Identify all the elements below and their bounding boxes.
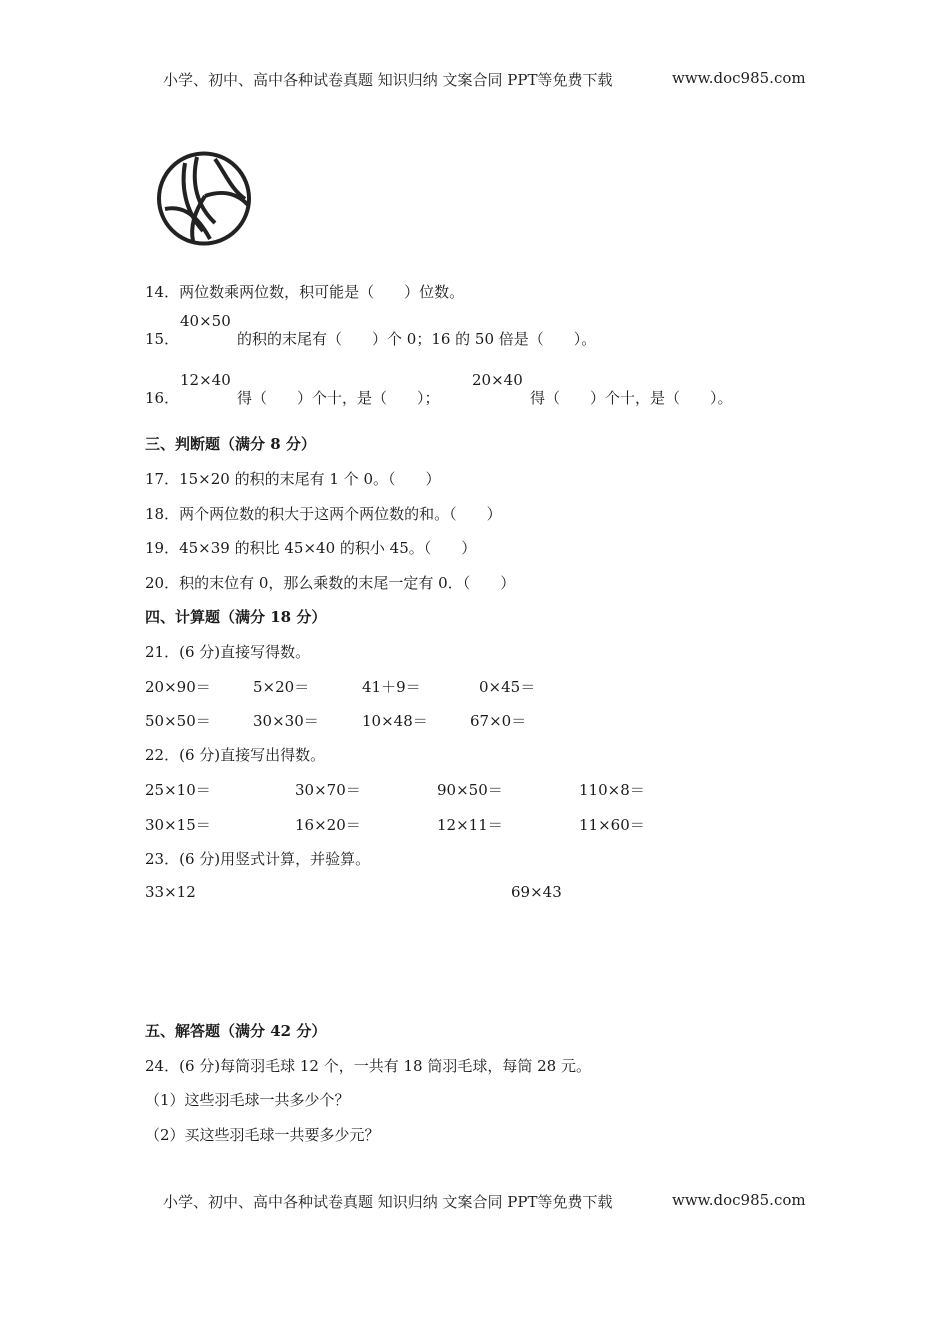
- q21-row2-item: 10×48＝: [362, 712, 428, 730]
- q21-row2-item: 67×0＝: [470, 712, 527, 730]
- q21-row1-item: 5×20＝: [253, 678, 310, 696]
- question-15-number: 15．: [145, 330, 180, 348]
- section-3-title: 三、判断题（满分 8 分）: [145, 435, 316, 453]
- q22-row2-item: 12×11＝: [437, 816, 503, 834]
- question-15-text: 的积的末尾有（ ）个 0；16 的 50 倍是（ ）。: [237, 330, 597, 348]
- page-footer-text: 小学、初中、高中各种试卷真题 知识归纳 文案合同 PPT等免费下载: [163, 1193, 613, 1211]
- question-24-sub-1: （1）这些羽毛球一共多少个？: [145, 1091, 350, 1109]
- q22-row2-item: 16×20＝: [295, 816, 361, 834]
- q21-row1-item: 0×45＝: [479, 678, 536, 696]
- section-5-title: 五、解答题（满分 42 分）: [145, 1022, 327, 1040]
- question-18: 18．两个两位数的积大于这两个两位数的和。（ ）: [145, 505, 502, 523]
- q22-row1-item: 25×10＝: [145, 781, 211, 799]
- question-16-number: 16．: [145, 389, 180, 407]
- page-header-url[interactable]: www.doc985.com: [672, 69, 806, 87]
- q22-row1-item: 90×50＝: [437, 781, 503, 799]
- q21-row2-item: 30×30＝: [253, 712, 319, 730]
- question-19: 19．45×39 的积比 45×40 的积小 45。（ ）: [145, 539, 477, 557]
- q23-item: 69×43: [511, 883, 562, 901]
- question-24-sub-2: （2）买这些羽毛球一共要多少元？: [145, 1126, 380, 1144]
- question-14: 14．两位数乘两位数，积可能是（ ）位数。: [145, 283, 465, 301]
- q22-row2-item: 30×15＝: [145, 816, 211, 834]
- q22-row1-item: 110×8＝: [579, 781, 645, 799]
- question-17: 17．15×20 的积的末尾有 1 个 0。（ ）: [145, 470, 441, 488]
- page-footer-url[interactable]: www.doc985.com: [672, 1191, 806, 1209]
- question-16-expression-1: 12×40: [180, 371, 231, 389]
- question-20: 20．积的末位有 0，那么乘数的末尾一定有 0．（ ）: [145, 574, 516, 592]
- volleyball-icon: [155, 151, 253, 246]
- question-22: 22．(6 分)直接写出得数。: [145, 746, 326, 764]
- section-4-title: 四、计算题（满分 18 分）: [145, 608, 327, 626]
- question-15-expression: 40×50: [180, 312, 231, 330]
- question-16-text-2: 得（ ）个十，是（ ）。: [530, 389, 733, 407]
- q22-row2-item: 11×60＝: [579, 816, 645, 834]
- q21-row1-item: 41＋9＝: [362, 678, 421, 696]
- question-24: 24．(6 分)每筒羽毛球 12 个，一共有 18 筒羽毛球，每筒 28 元。: [145, 1057, 591, 1075]
- q21-row1-item: 20×90＝: [145, 678, 211, 696]
- question-21: 21．(6 分)直接写得数。: [145, 643, 311, 661]
- question-16-expression-2: 20×40: [472, 371, 523, 389]
- q23-item: 33×12: [145, 883, 196, 901]
- page-header-text: 小学、初中、高中各种试卷真题 知识归纳 文案合同 PPT等免费下载: [163, 71, 613, 89]
- q22-row1-item: 30×70＝: [295, 781, 361, 799]
- q21-row2-item: 50×50＝: [145, 712, 211, 730]
- question-23: 23．(6 分)用竖式计算，并验算。: [145, 850, 371, 868]
- question-16-text-1: 得（ ）个十，是（ ）；: [237, 389, 440, 407]
